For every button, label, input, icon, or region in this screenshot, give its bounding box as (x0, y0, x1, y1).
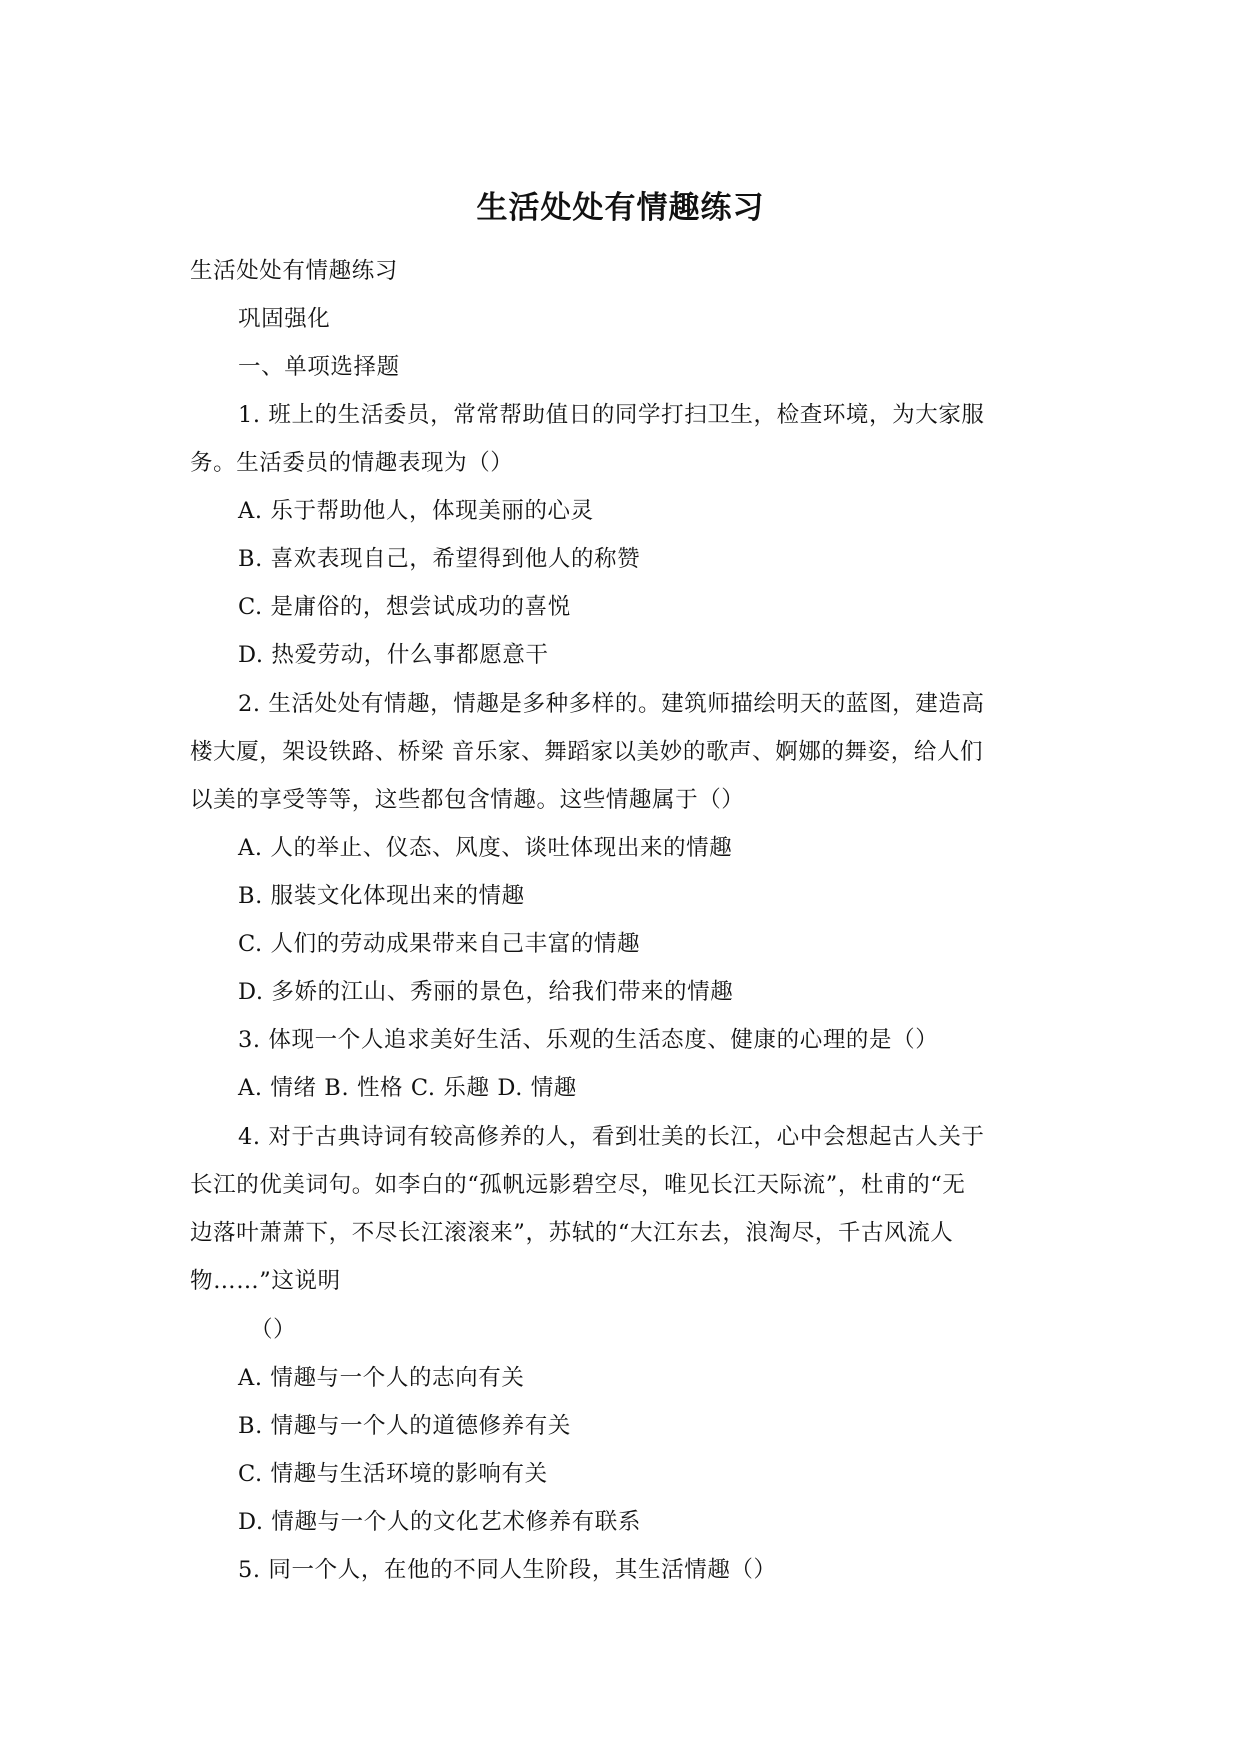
question-2-text: 以美的享受等等，这些都包含情趣。这些情趣属于（） (190, 787, 745, 813)
section-heading: 一、单项选择题 (238, 354, 400, 380)
question-2-text: 楼大厦，架设铁路、桥梁 音乐家、舞蹈家以美妙的歌声、婀娜的舞姿，给人们 (190, 739, 984, 765)
question-4-option-b: B. 情趣与一个人的道德修养有关 (238, 1413, 571, 1439)
question-3-options: A. 情绪 B. 性格 C. 乐趣 D. 情趣 (238, 1075, 577, 1101)
question-1-option-c: C. 是庸俗的，想尝试成功的喜悦 (238, 594, 571, 620)
question-1-text: 1. 班上的生活委员，常常帮助值日的同学打扫卫生，检查环境，为大家服 (238, 402, 985, 428)
document-title: 生活处处有情趣练习 (476, 190, 765, 226)
question-2-text: 2. 生活处处有情趣，情趣是多种多样的。建筑师描绘明天的蓝图，建造高 (238, 691, 985, 717)
question-3-text: 3. 体现一个人追求美好生活、乐观的生活态度、健康的心理的是（） (238, 1027, 939, 1053)
question-4-option-c: C. 情趣与生活环境的影响有关 (238, 1461, 548, 1487)
question-4-text: 4. 对于古典诗词有较高修养的人，看到壮美的长江，心中会想起古人关于 (238, 1124, 985, 1150)
question-2-option-c: C. 人们的劳动成果带来自己丰富的情趣 (238, 931, 641, 957)
question-4-text: 物……”这说明 (190, 1268, 341, 1294)
question-1-option-d: D. 热爱劳动，什么事都愿意干 (238, 642, 549, 668)
question-4-text: 长江的优美词句。如李白的“孤帆远影碧空尽，唯见长江天际流”，杜甫的“无 (190, 1172, 966, 1198)
question-5-text: 5. 同一个人，在他的不同人生阶段，其生活情趣（） (238, 1557, 777, 1583)
question-4-text: 边落叶萧萧下，不尽长江滚滚来”，苏轼的“大江东去，浪淘尽，千古风流人 (190, 1220, 954, 1246)
question-1-option-a: A. 乐于帮助他人，体现美丽的心灵 (238, 498, 594, 524)
question-1-text: 务。生活委员的情趣表现为（） (190, 450, 514, 476)
section-heading: 巩固强化 (238, 306, 331, 332)
question-2-option-a: A. 人的举止、仪态、风度、谈吐体现出来的情趣 (238, 835, 733, 861)
question-4-answer-blank: （） (250, 1317, 297, 1343)
question-2-option-d: D. 多娇的江山、秀丽的景色，给我们带来的情趣 (238, 979, 734, 1005)
question-1-option-b: B. 喜欢表现自己，希望得到他人的称赞 (238, 546, 641, 572)
question-4-option-d: D. 情趣与一个人的文化艺术修养有联系 (238, 1509, 641, 1535)
document-subtitle: 生活处处有情趣练习 (190, 258, 398, 284)
question-4-option-a: A. 情趣与一个人的志向有关 (238, 1365, 525, 1391)
question-2-option-b: B. 服装文化体现出来的情趣 (238, 883, 525, 909)
